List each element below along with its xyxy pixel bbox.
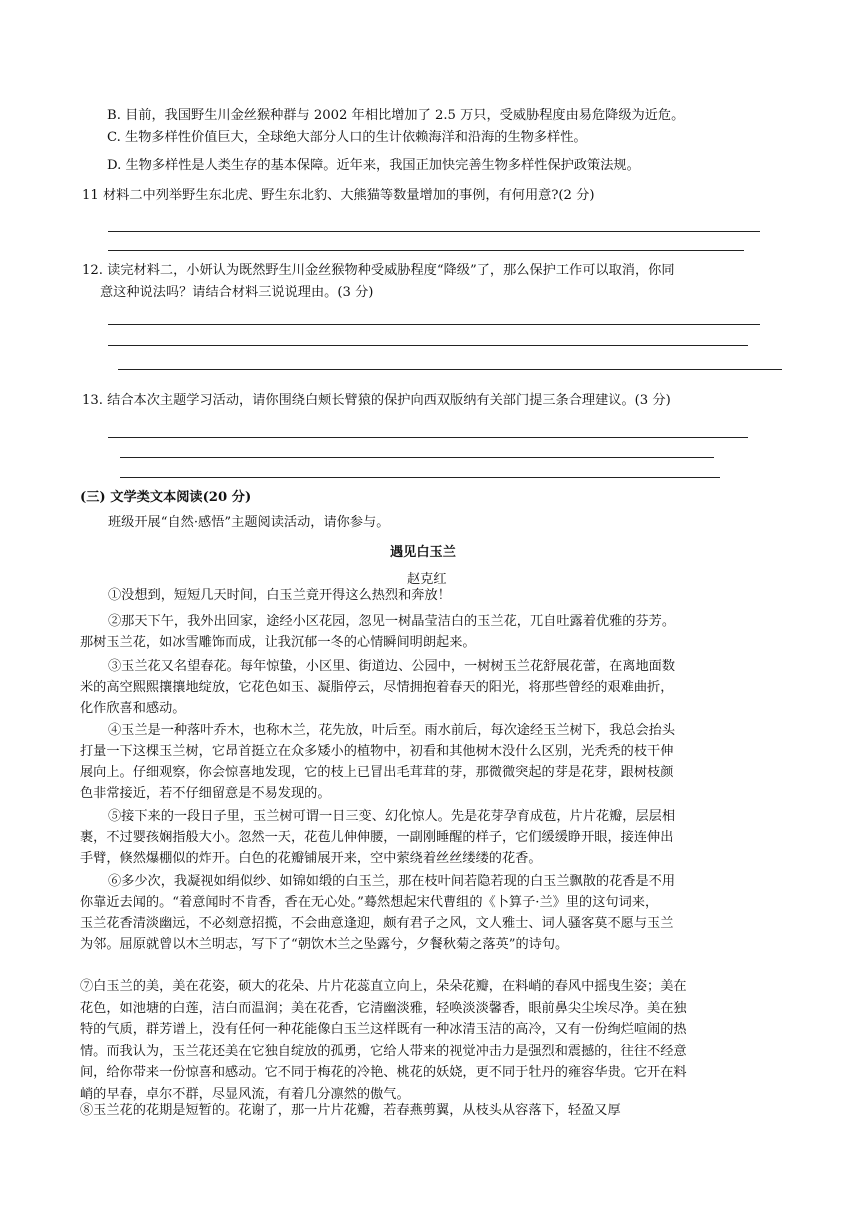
paragraph-line: 色非常接近，若不仔细留意是不易发现的。 [80, 786, 331, 801]
paragraph-line: 展向上。仔细观察，你会惊喜地发现，它的枝上已冒出毛茸茸的芽，那微微突起的芽是花芽，跟树枝颜 [80, 765, 674, 780]
paragraph-3 [80, 656, 675, 719]
paragraph-line: 你靠近去闻的。“着意闻时不肯香，香在无心处。”蓦然想起宋代曹组的《卜算子·兰》里的这句词来， [80, 895, 659, 910]
answer-line [108, 324, 760, 325]
answer-line [120, 457, 714, 458]
answer-line [108, 345, 748, 346]
article-author: 赵克红 [407, 572, 447, 587]
paragraph-6 [80, 871, 675, 955]
paragraph-line: 打量一下这棵玉兰树，它昂首挺立在众多矮小的植物中，初看和其他树木没什么区别，光秃秃的枝干伸 [80, 744, 674, 759]
intro-text: 班级开展“自然·感悟”主题阅读活动，请你参与。 [108, 515, 390, 530]
paragraph-line: ⑦白玉兰的美，美在花姿，硕大的花朵、片片花蕊直立向上，朵朵花瓣，在料峭的春风中摇曳生姿；美在 [80, 979, 687, 994]
paragraph-line: 间，给你带来一份惊喜和感动。它不同于梅花的冷艳、桃花的妖娆，更不同于牡丹的雍容华贵。它开在料 [80, 1065, 687, 1080]
question-12-line-1: 12. 读完材料二，小妍认为既然野生川金丝猴物种受威胁程度“降级”了，那么保护工作可以取消，你同 [82, 263, 675, 278]
paragraph-line: 手臂，倏然爆棚似的炸开。白色的花瓣铺展开来，空中萦绕着丝丝缕缕的花香。 [80, 851, 542, 866]
option-d: D. 生物多样性是人类生存的基本保障。近年来，我国正加快完善生物多样性保护政策法规。 [107, 158, 640, 173]
paragraph-line: ①没想到，短短几天时间，白玉兰竟开得这么热烈和奔放！ [108, 588, 451, 603]
paragraph-line: ⑤接下来的一段日子里，玉兰树可谓一日三变、幻化惊人。先是花芽孕育成苞，片片花瓣，层层相 [108, 809, 676, 824]
paragraph-line: ④玉兰是一种落叶乔木，也称木兰，花先放，叶后至。雨水前后，每次途经玉兰树下，我总会抬头 [108, 723, 676, 738]
option-b: B. 目前，我国野生川金丝猴种群与 2002 年相比增加了 2.5 万只，受威胁程度由易危降级为近危。 [107, 108, 685, 123]
paragraph-line: 那树玉兰花，如冰雪雕饰而成，让我沉郁一冬的心情瞬间明朗起来。 [80, 635, 476, 650]
paragraph-4 [80, 720, 675, 804]
paragraph-line: ②那天下午，我外出回家，途经小区花园，忽见一树晶莹洁白的玉兰花，兀自吐露着优雅的芬芳。 [108, 614, 676, 629]
paragraph-line: 玉兰花香清淡幽远，不必刻意招揽，不会曲意逢迎，颇有君子之风，文人雅士、词人骚客莫不愿与玉兰 [80, 916, 674, 931]
paragraph-line: 为邻。屈原就曾以木兰明志，写下了“朝饮木兰之坠露兮，夕餐秋菊之落英”的诗句。 [80, 937, 569, 952]
question-13: 13. 结合本次主题学习活动，请你围绕白颊长臂猿的保护向西双版纳有关部门提三条合理建议。(3 分) [82, 393, 671, 408]
paragraph-8 [80, 1100, 621, 1121]
answer-line [108, 231, 760, 232]
question-11: 11 材料二中列举野生东北虎、野生东北豹、大熊猫等数量增加的事例，有何用意?(2 分) [82, 188, 595, 203]
question-12-line-2: 意这种说法吗？请结合材料三说说理由。(3 分) [100, 285, 374, 300]
paragraph-line: ⑥多少次，我凝视如绢似纱、如锦如缎的白玉兰，那在枝叶间若隐若现的白玉兰飘散的花香是不用 [108, 874, 676, 889]
paragraph-line: ⑧玉兰花的花期是短暂的。花谢了，那一片片花瓣，若春燕剪翼，从枝头从容落下，轻盈又厚 [80, 1103, 621, 1118]
paragraph-5 [80, 806, 675, 869]
paragraph-line: 裹，不过婴孩娴指般大小。忽然一天，花苞儿伸伸腰，一副刚睡醒的样子，它们缓缓睁开眼，接连伸出 [80, 830, 674, 845]
paragraph-line: 峭的早春，卓尔不群，尽显风流，有着几分凛然的傲气。 [80, 1086, 410, 1102]
paragraph-line: 特的气质，群芳谱上，没有任何一种花能像白玉兰这样既有一种冰清玉洁的高冷，又有一份绚烂喧闹的热 [80, 1022, 687, 1037]
paragraph-line: 花色，如池塘的白莲，洁白而温润；美在花香，它清幽淡雅，轻唤淡淡馨香，眼前鼻尖尘埃尽净。美在独 [80, 1000, 687, 1016]
section-heading: (三) 文学类文本阅读(20 分) [80, 490, 252, 505]
paragraph-1 [108, 585, 451, 606]
answer-line [118, 369, 782, 370]
answer-line [108, 250, 744, 251]
paragraph-line: ③玉兰花又名望春花。每年惊蛰，小区里、街道边、公园中，一树树玉兰花舒展花蕾，在离地面数 [108, 659, 676, 674]
paragraph-line: 化作欣喜和感动。 [80, 701, 186, 716]
answer-line [120, 477, 720, 478]
article-title: 遇见白玉兰 [390, 545, 456, 560]
paragraph-2 [80, 611, 675, 653]
option-c: C. 生物多样性价值巨大，全球绝大部分人口的生计依赖海洋和沿海的生物多样性。 [107, 130, 587, 145]
paragraph-7 [80, 976, 687, 1105]
paragraph-line: 情。而我认为，玉兰花还美在它独自绽放的孤勇，它给人带来的视觉冲击力是强烈和震撼的，往往不经意 [80, 1043, 687, 1059]
paragraph-line: 米的高空熙熙攘攘地绽放，它花色如玉、凝脂停云，尽情拥抱着春天的阳光，将那些曾经的艰难曲折， [80, 680, 674, 695]
answer-line [108, 437, 748, 438]
